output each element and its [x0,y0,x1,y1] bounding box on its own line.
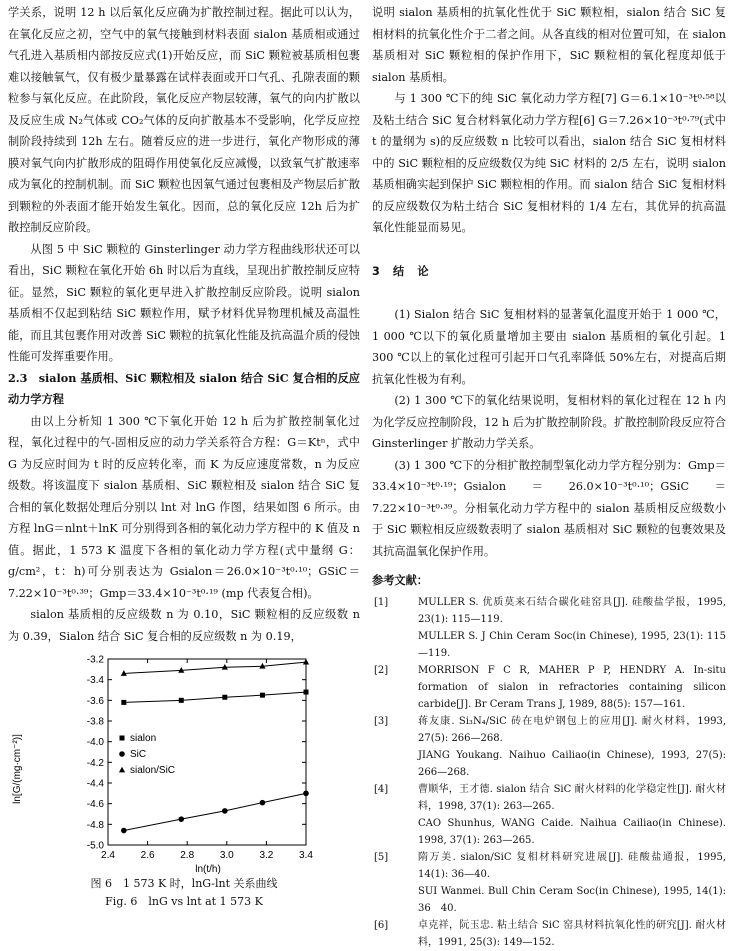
chart-axes [87,655,314,862]
paragraph: 学关系，说明 12 h 以后氧化反应确为扩散控制过程。据此可以认为，在氧化反应之初，空气中的氧气接触到材料表面 sialon 基质相或通过气孔进入基质相内部按反应式(1)开始反应，而 SiC 颗粒被基质相包裹难以接触氧气，仅有极少量暴露在试样表面或开口气孔、孔隙表面的颗粒参与氧化反应。在此阶段，氧化反应产物层较薄，氧气的向内扩散以及反应生成 N₂气体或 CO₂气体的反向扩散基本不受影响，化学反应控制阶段持续到 12h 左右。随着反应的进一步进行，氧化产物形成的薄膜对氧气向内扩散形成的阻碍作用使氧化反应减慢，以致氧气扩散速率成为氧化的控制机制。而 SiC 颗粒也因氧气通过包裹相及产物层后扩散到颗粒的外表面才能开始发生氧化。因而，总的氧化反应 12h 后为扩散控制反应阶段。 [8,6,360,234]
data-point [121,828,127,834]
data-point [179,698,184,703]
paragraph: 从图 5 中 SiC 颗粒的 Ginsterlinger 动力学方程曲线形状还可以看出，SiC 颗粒在氧化开始 6h 时以后为直线，呈现出扩散控制反应特征。显然，SiC 颗粒的氧化更早进入扩散控制反应阶段。说明 sialon 基质相不仅起到粘结 SiC 颗粒作用，赋予材料优异物理机械及高温性能，而且其包裹作用对改善 SiC 颗粒的抗氧化性能及抗高温介质的侵蚀性能可发挥重要作用。 [8,242,360,363]
chart-legend [119,733,175,776]
x-axis-label: ln(t/h) [195,864,221,875]
reference-text: MULLER S. 优质莫来石结合碳化硅窑具[J]. 硅酸盐学报，1995, 23(1): 115—119. [418,596,726,625]
y-tick-label: -4.8 [86,819,104,831]
paragraph: 由以上分析知 1 300 ℃下氧化开始 12 h 后为扩散控制氧化过程，氧化过程中的气-固相反应的动力学关系符合方程：G＝Ktⁿ，式中 G 为反应时间为 t 时的反应转化率，而 K 为反应速度常数，n 为反应级数。将该温度下 sialon 基质相、SiC 颗粒相及 sialon 结合 SiC 复合相的氧化数据处理后分别以 lnt 对 lnG 作图，结果如图 6 所示。由方程 lnG＝nlnt＋lnK 可分别得到各相的氧化动力学方程中的 K 值及 n 值。据此，1 573 K 温度下各相的氧化动力学方程(式中量纲 G：g/cm²，t：h)可分别表达为 Gsialon＝26.0×10⁻³t⁰·¹⁰；GSiC＝7.22×10⁻³t⁰·³⁹；Gmp＝33.4×10⁻³t⁰·¹⁹ (mp 代表复合相)。 [8,414,361,600]
reference-number: [4] [374,783,389,795]
y-tick-label: -4.0 [86,737,104,749]
x-tick-label: 2.6 [140,850,155,861]
conclusion-item: (1) Sialon 结合 SiC 复相材料的显著氧化温度开始于 1 000 ℃，1 000 ℃以下的氧化质量增加主要由 sialon 基质相的氧化引起。1 300 ℃以上的氧化过程可引起开口气孔率降低 50%左右，对提高后期抗氧化性极为有利。 [372,308,726,386]
reference-text: 曹顺华，王才德. sialon 结合 SiC 耐火材料的化学稳定性[J]. 耐火材料，1998, 37(1): 263—265. [418,783,726,812]
reference-number: [3] [374,715,389,727]
reference-text: CAO Shunhus, WANG Caide. Naihua Cailiao(in Chinese). 1998, 37(1): 263—265. [418,817,726,846]
series-line-SiC [124,793,306,830]
reference-text: 蒋友康. Si₃N₄/SiC 砖在电炉钢包上的应用[J]. 耐火材料，1993, 27(5): 266—268. [418,715,726,744]
reference-item [372,594,726,662]
data-point [303,791,309,797]
reference-item [372,849,726,917]
y-tick-label: -3.8 [86,716,104,728]
y-tick-label: -5.0 [86,840,104,852]
conclusion-item: (2) 1 300 ℃下的氧化结果说明，复相材料的氧化过程在 12 h 内为化学反应控制阶段，12 h 后为扩散控制阶段。扩散控制阶段反应符合 Ginsterlinger 扩散动力学关系。 [372,394,726,450]
section-heading: 2.3 sialon 基质相、SiC 颗粒相及 sialon 结合 SiC 复合相的反应动力学方程 [8,370,360,406]
y-tick-label: -3.2 [86,654,104,666]
x-tick-label: 2.8 [180,850,195,861]
left-column [8,2,360,911]
reference-item [372,713,726,781]
paragraph: sialon 基质相的反应级数 n 为 0.10，SiC 颗粒相的反应级数 n 为 0.39，Sialon 结合 SiC 复合相的反应级数 n 为 0.19， [8,608,360,643]
x-tick-label: 3.4 [299,850,313,861]
lnG-lnt-chart [8,649,360,875]
reference-number: [1] [374,596,389,608]
paragraph: 说明 sialon 基质相的抗氧化性优于 SiC 颗粒相，sialon 结合 SiC 复相材料的抗氧化性介于二者之间。从各直线的相对位置可知，在 sialon 基质相对 SiC 颗粒相的保护作用下，SiC 颗粒相的氧化程度却低于 sialon 基质相。 [372,6,726,84]
reference-item [372,662,726,713]
reference-item [372,781,726,849]
reference-number: [5] [374,851,389,863]
reference-text: SUI Wanmei. Bull Chin Ceram Soc(in Chinese), 1995, 14(1): 36 40. [418,885,726,914]
references-heading: 参考文献： [372,574,428,587]
series-line-sialon-SiC [124,662,306,673]
data-point [304,690,309,695]
data-point [178,816,184,822]
legend-label: SiC [130,749,147,760]
conclusion-item: (3) 1 300 ℃下的分相扩散控制型氧化动力学方程分别为：Gmp＝33.4×10⁻³t⁰·¹⁹；Gsialon＝26.0×10⁻³t⁰·¹⁰；GSiC＝7.22×10⁻³t⁰·³⁹。分相氧化动力学方程中的 sialon 基质相反应级数小于 SiC 颗粒相反应级数表明了 sialon 基质相对 SiC 颗粒的包裹效果及其抗高温氧化保护作用。 [372,458,726,558]
reference-text: JIANG Youkang. Naihuo Cailiao(in Chinese), 1993, 27(5): 266—268. [418,749,726,778]
legend-label: sialon/SiC [130,765,176,776]
reference-text: MULLER S. J Chin Ceram Soc(in Chinese), 1995, 23(1): 115—119. [418,630,726,659]
legend-marker [119,767,125,773]
reference-number: [6] [374,919,389,931]
figure-6 [8,649,360,875]
reference-text: 隋万美. sialon/SiC 复相材料研究进展[J]. 硅酸盐通报，1995, 14(1): 36—40. [418,851,726,880]
series-line-sialon [124,692,306,702]
y-tick-label: -3.6 [86,695,104,707]
y-tick-label: -4.4 [86,778,104,790]
x-tick-label: 3.0 [219,850,234,861]
reference-text: MORRISON F C R, MAHER P P, HENDRY A. In-situ formation of sialon in refractories containing silicon carbide[J]. Br Ceram Trans J, 1989, 88(5): 157—161. [418,664,726,710]
data-point [260,800,266,806]
y-tick-label: -4.2 [86,757,104,769]
legend-marker [119,751,125,757]
chart-marks [121,659,309,834]
right-column [372,2,726,951]
reference-text: 卓克祥，阮玉忠. 粘土结合 SiC 窑具材料抗氧化性的研究[J]. 耐火材料，1991, 25(3): 149—152. [418,919,726,948]
paragraph: 与 1 300 ℃下的纯 SiC 氧化动力学方程[7] G＝6.1×10⁻³t⁰·⁵⁸以及粘土结合 SiC 复合材料氧化动力学方程[6] G＝7.26×10⁻³t⁰·⁷⁹(式中 t 的量纲为 s)的反应级数 n 比较可以看出，sialon 结合 SiC 复相材料中的 SiC 颗粒相的反应级数仅为纯 SiC 材料的 2/5 左右，说明 sialon 基质相确实起到保护 SiC 颗粒相的作用。而 sialon 结合 SiC 复相材料的反应级数仅为粘土结合 SiC 复相材料的 1/4 左右，其优异的抗高温氧化性能显而易见。 [372,92,726,234]
data-point [303,659,309,665]
y-tick-label: -4.6 [86,799,104,811]
x-tick-label: 3.2 [259,850,274,861]
section-heading-conclusion: 3 结 论 [372,264,430,278]
data-point [222,695,227,700]
data-point [222,808,228,814]
y-tick-label: -3.4 [86,675,104,687]
y-axis-label: ln[G/(mg·cm⁻²)] [12,734,23,804]
reference-item [372,917,726,951]
figure-caption-cn: 图 6 1 573 K 时，lnG-lnt 关系曲线 [90,877,278,890]
legend-marker [120,736,125,741]
reference-number: [2] [374,664,389,676]
references-list [372,594,726,951]
legend-label: sialon [130,733,157,744]
data-point [121,700,126,705]
x-tick-label: 2.4 [101,850,115,861]
figure-caption-en: Fig. 6 lnG vs lnt at 1 573 K [105,895,263,908]
data-point [260,693,265,698]
